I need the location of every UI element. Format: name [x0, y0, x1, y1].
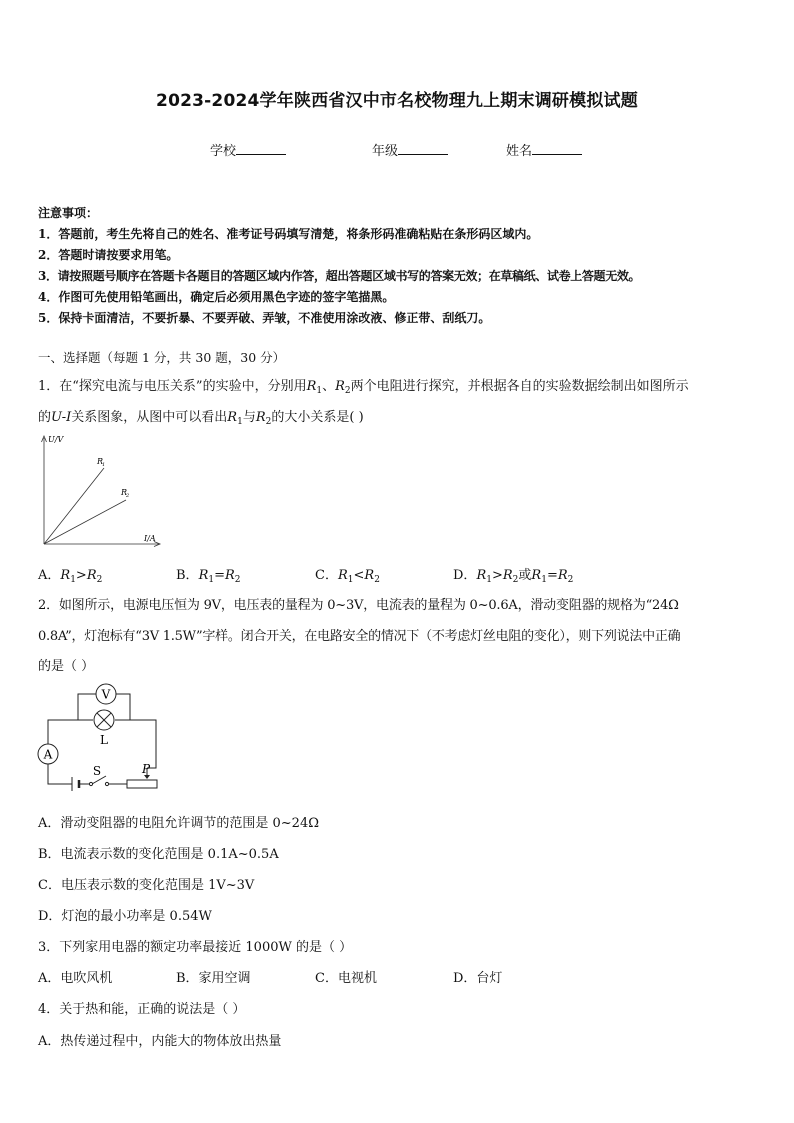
- q1-option-a[interactable]: [38, 564, 102, 585]
- grade-label: 年级: [372, 144, 399, 159]
- relation: =: [214, 568, 225, 583]
- r2-line-sub: 2: [126, 493, 130, 499]
- r2-symbol: R: [364, 568, 375, 583]
- r2-line: [44, 500, 126, 544]
- q3-option-c[interactable]: C．电视机: [315, 971, 377, 986]
- q1-text: 关系图象，从图中可以看出: [71, 410, 228, 425]
- name-label: 姓名: [506, 144, 533, 159]
- r1-symbol: R: [476, 568, 487, 583]
- q1-line2: [38, 406, 364, 427]
- section-heading: 一、选择题（每题 1 分，共 30 题，30 分）: [38, 350, 286, 365]
- q1-text: 的大小关系是( ): [271, 410, 364, 425]
- q3-text: 3．下列家用电器的额定功率最接近 1000W 的是（ ）: [38, 940, 353, 955]
- notes-heading: 注意事项：: [38, 206, 99, 220]
- note-item: 5．保持卡面清洁，不要折暴、不要弄破、弄皱，不准使用涂改液、修正带、刮纸刀。: [38, 311, 491, 325]
- x-axis-label: I/A: [144, 534, 156, 543]
- q1-sep: 、: [322, 379, 336, 394]
- rheostat-body: [127, 780, 157, 788]
- wire-left-top: [48, 720, 78, 744]
- q1-text: 的: [38, 410, 52, 425]
- option-prefix: A．: [38, 568, 61, 583]
- switch-label: S: [92, 764, 102, 778]
- note-item: 2．答题时请按要求用笔。: [38, 248, 179, 262]
- name-blank[interactable]: [532, 142, 582, 155]
- grade-field[interactable]: [372, 140, 448, 159]
- q2-option-a[interactable]: A．滑动变阻器的电阻允许调节的范围是 0~24Ω: [38, 816, 320, 831]
- voltmeter-label: V: [101, 687, 111, 702]
- option-prefix: B．: [176, 568, 199, 583]
- school-label: 学校: [210, 144, 237, 159]
- r1-sub: 1: [541, 575, 547, 585]
- relation: >: [75, 568, 87, 583]
- r1-symbol: R: [306, 379, 317, 394]
- wire-to-voltmeter: [78, 694, 96, 720]
- r2-symbol: R: [225, 568, 235, 583]
- wire-bottom-left: [48, 764, 72, 784]
- r2-sub: 2: [96, 575, 103, 585]
- ui-symbol: U-I: [51, 410, 72, 425]
- note-item: 4．作图可先使用铅笔画出，确定后必须用黑色字迹的签字笔描黑。: [38, 290, 395, 304]
- r1-sub: 1: [208, 575, 215, 585]
- relation: >: [491, 568, 503, 583]
- r1-sub: 1: [347, 575, 354, 585]
- r2-line-label: R: [121, 488, 128, 497]
- q2-option-d[interactable]: D．灯泡的最小功率是 0.54W: [38, 909, 212, 924]
- r1-sub: 1: [70, 575, 76, 585]
- q1-text: 1．在“探究电流与电压关系”的实验中，分别用: [38, 379, 307, 394]
- ui-graph: [36, 432, 166, 552]
- relation: =: [546, 568, 558, 583]
- q4-option-a[interactable]: A．热传递过程中，内能大的物体放出热量: [38, 1034, 282, 1049]
- q4-text: 4．关于热和能，正确的说法是（ ）: [38, 1002, 246, 1017]
- r2-symbol: R: [86, 568, 97, 583]
- slider-label: P: [142, 762, 151, 776]
- circuit-diagram: [34, 680, 164, 792]
- school-field[interactable]: [210, 140, 286, 159]
- r1-symbol: R: [198, 568, 209, 583]
- q2-line3: 的是（ ）: [38, 659, 95, 674]
- r2-sub: 2: [374, 575, 380, 585]
- q1-line1: [38, 375, 689, 396]
- school-blank[interactable]: [236, 142, 286, 155]
- or-word: 或: [518, 568, 532, 583]
- r2-symbol: R: [557, 568, 568, 583]
- q1-text: 两个电阻进行探究，并根据各自的实验数据绘制出如图所示: [350, 379, 689, 394]
- r2-sub: 2: [567, 575, 574, 585]
- r1-line-label: R: [97, 457, 104, 466]
- q3-option-a[interactable]: A．电吹风机: [38, 971, 113, 986]
- switch-contact: [89, 782, 92, 785]
- note-item: 3．请按照题号顺序在答题卡各题目的答题区域内作答，超出答题区域书写的答案无效；在草稿纸、试卷上答题无效。: [38, 269, 641, 283]
- q2-option-b[interactable]: B．电流表示数的变化范围是 0.1A~0.5A: [38, 847, 279, 862]
- r1-line-sub: 1: [102, 462, 106, 468]
- r2-symbol: R: [502, 568, 513, 583]
- r2-sub: 2: [344, 386, 351, 396]
- r1-sub: 1: [237, 417, 243, 427]
- r2-symbol: R: [255, 410, 266, 425]
- switch-contact: [105, 782, 108, 785]
- wire-from-voltmeter: [116, 694, 130, 720]
- option-prefix: C．: [315, 568, 338, 583]
- q3-option-d[interactable]: D．台灯: [453, 971, 503, 986]
- exam-title: 2023-2024学年陕西省汉中市名校物理九上期末调研模拟试题: [156, 91, 638, 111]
- q1-text: 与: [242, 410, 256, 425]
- y-axis-label: U/V: [48, 435, 64, 444]
- q2-line2: 0.8A”，灯泡标有“3V 1.5W”字样。闭合开关，在电路安全的情况下（不考虑灯丝电阻的变化），则下列说法中正确: [38, 629, 681, 644]
- wire-right: [130, 720, 156, 768]
- q1-option-c[interactable]: [315, 564, 380, 585]
- r1-symbol: R: [227, 410, 238, 425]
- r1-symbol: R: [531, 568, 542, 583]
- relation: <: [353, 568, 365, 583]
- q2-option-c[interactable]: C．电压表示数的变化范围是 1V~3V: [38, 878, 255, 893]
- r2-sub: 2: [265, 417, 272, 427]
- r1-line: [44, 468, 104, 544]
- lamp-label: L: [100, 733, 108, 747]
- q1-option-b[interactable]: [176, 564, 241, 585]
- r1-symbol: R: [60, 568, 71, 583]
- note-item: 1．答题前，考生先将自己的姓名、准考证号码填写清楚，将条形码准确粘贴在条形码区域内。: [38, 227, 539, 241]
- option-prefix: D．: [453, 568, 477, 583]
- r2-sub: 2: [512, 575, 519, 585]
- r2-symbol: R: [335, 379, 345, 394]
- r1-sub: 1: [486, 575, 492, 585]
- name-field[interactable]: [506, 140, 582, 159]
- r1-sub: 1: [316, 386, 323, 396]
- ammeter-label: A: [43, 747, 53, 762]
- r2-sub: 2: [234, 575, 241, 585]
- q1-option-d[interactable]: [453, 564, 573, 585]
- q2-line1: 2．如图所示，电源电压恒为 9V，电压表的量程为 0~3V，电流表的量程为 0~0.6A，滑动变阻器的规格为“24Ω: [38, 598, 679, 613]
- notes-block: [38, 203, 640, 329]
- q3-option-b[interactable]: B．家用空调: [176, 971, 251, 986]
- grade-blank[interactable]: [398, 142, 448, 155]
- r1-symbol: R: [337, 568, 348, 583]
